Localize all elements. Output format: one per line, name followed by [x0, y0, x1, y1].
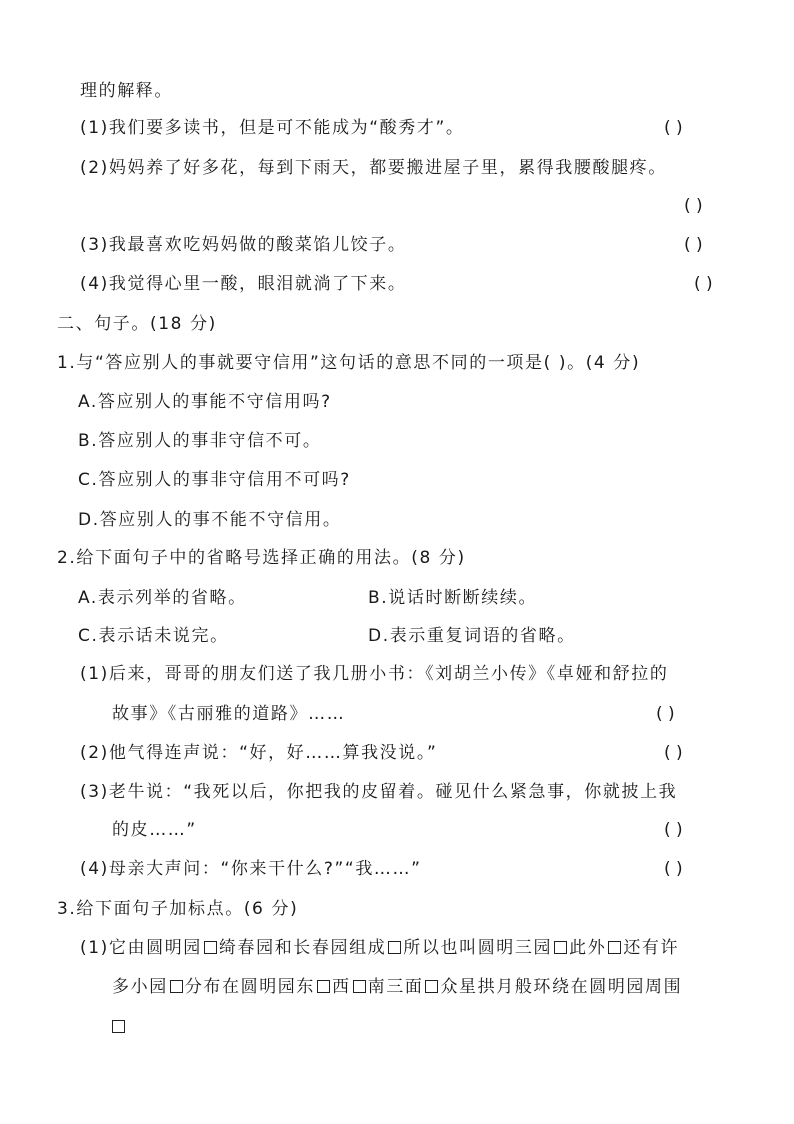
- item-4-text: (4)我觉得心里一酸，眼泪就淌了下来。: [80, 274, 407, 294]
- q1-option-c: C.答应别人的事非守信用不可吗?: [78, 470, 351, 490]
- q2-item-3-line2: 的皮……”: [112, 820, 197, 840]
- item-2-text: (2)妈妈养了好多花，每到下雨天，都要搬进屋子里，累得我腰酸腿疼。: [80, 158, 667, 178]
- q3-item-1-label: (1): [80, 938, 109, 958]
- q2-answer-blank-2[interactable]: ( ): [664, 743, 683, 763]
- section-heading: 二、句子。(18 分): [57, 314, 217, 334]
- answer-blank-4[interactable]: ( ): [694, 274, 713, 294]
- q2-option-d: D.表示重复词语的省略。: [368, 626, 576, 646]
- punct-box[interactable]: [112, 1020, 125, 1033]
- answer-blank-3[interactable]: ( ): [684, 235, 703, 255]
- punct-box[interactable]: [353, 980, 366, 993]
- q3-seg: 绮春园和长春园组成: [218, 938, 387, 958]
- q3-seg: 它由圆明园: [108, 938, 202, 958]
- q3-seg: 分布在圆明园东: [184, 977, 316, 997]
- punct-box[interactable]: [608, 941, 621, 954]
- q2-stem: 2.给下面句子中的省略号选择正确的用法。(8 分): [57, 548, 466, 568]
- q3-seg: 所以也叫圆明三园: [403, 938, 553, 958]
- q2-item-1-line2: 故事》《古丽雅的道路》……: [112, 704, 346, 724]
- q3-seg: 众星拱月般环绕在圆明园周围: [440, 977, 683, 997]
- q2-option-a: A.表示列举的省略。: [78, 588, 247, 608]
- answer-blank-1[interactable]: ( ): [664, 118, 683, 138]
- q3-seg: 多小园: [112, 977, 168, 997]
- q2-answer-blank-4[interactable]: ( ): [664, 859, 683, 879]
- item-3-text: (3)我最喜欢吃妈妈做的酸菜馅儿饺子。: [80, 235, 407, 255]
- q2-option-c: C.表示话未说完。: [78, 626, 229, 646]
- q1-stem: 1.与“答应别人的事就要守信用”这句话的意思不同的一项是( )。(4 分): [57, 353, 641, 373]
- punct-box[interactable]: [388, 941, 401, 954]
- q2-answer-blank-1[interactable]: ( ): [656, 704, 675, 724]
- punct-box[interactable]: [170, 980, 183, 993]
- q3-item-1-line1: [80, 937, 679, 959]
- q3-item-1-line3: [112, 1016, 127, 1038]
- q1-option-b: B.答应别人的事非守信不可。: [78, 431, 322, 451]
- q2-answer-blank-3[interactable]: ( ): [664, 820, 683, 840]
- q3-item-1-line2: [112, 976, 682, 998]
- q1-option-d: D.答应别人的事不能不守信用。: [78, 510, 342, 530]
- q3-seg: 南三面: [367, 977, 424, 997]
- answer-blank-2[interactable]: ( ): [684, 196, 703, 216]
- q3-seg: 此外: [569, 938, 607, 958]
- q1-option-a: A.答应别人的事能不守信用吗?: [78, 392, 332, 412]
- q2-option-b: B.说话时断断续续。: [368, 588, 538, 608]
- intro-line: 理的解释。: [80, 81, 173, 101]
- item-1-text: (1)我们要多读书，但是可不能成为“酸秀才”。: [80, 118, 465, 138]
- punct-box[interactable]: [554, 941, 567, 954]
- q2-item-1-line1: (1)后来，哥哥的朋友们送了我几册小书：《刘胡兰小传》《卓娅和舒拉的: [80, 664, 669, 684]
- q3-stem: 3.给下面句子加标点。(6 分): [57, 899, 299, 919]
- q2-item-3-line1: (3)老牛说：“我死以后，你把我的皮留着。碰见什么紧急事，你就披上我: [80, 782, 678, 802]
- punct-box[interactable]: [425, 980, 438, 993]
- q2-item-2-line1: (2)他气得连声说：“好，好……算我没说。”: [80, 743, 438, 763]
- q3-seg: 西: [332, 977, 351, 997]
- punct-box[interactable]: [317, 980, 330, 993]
- q2-item-4-line1: (4)母亲大声问：“你来干什么?”“我……”: [80, 859, 422, 879]
- punct-box[interactable]: [204, 941, 217, 954]
- q3-seg: 还有许: [623, 938, 680, 958]
